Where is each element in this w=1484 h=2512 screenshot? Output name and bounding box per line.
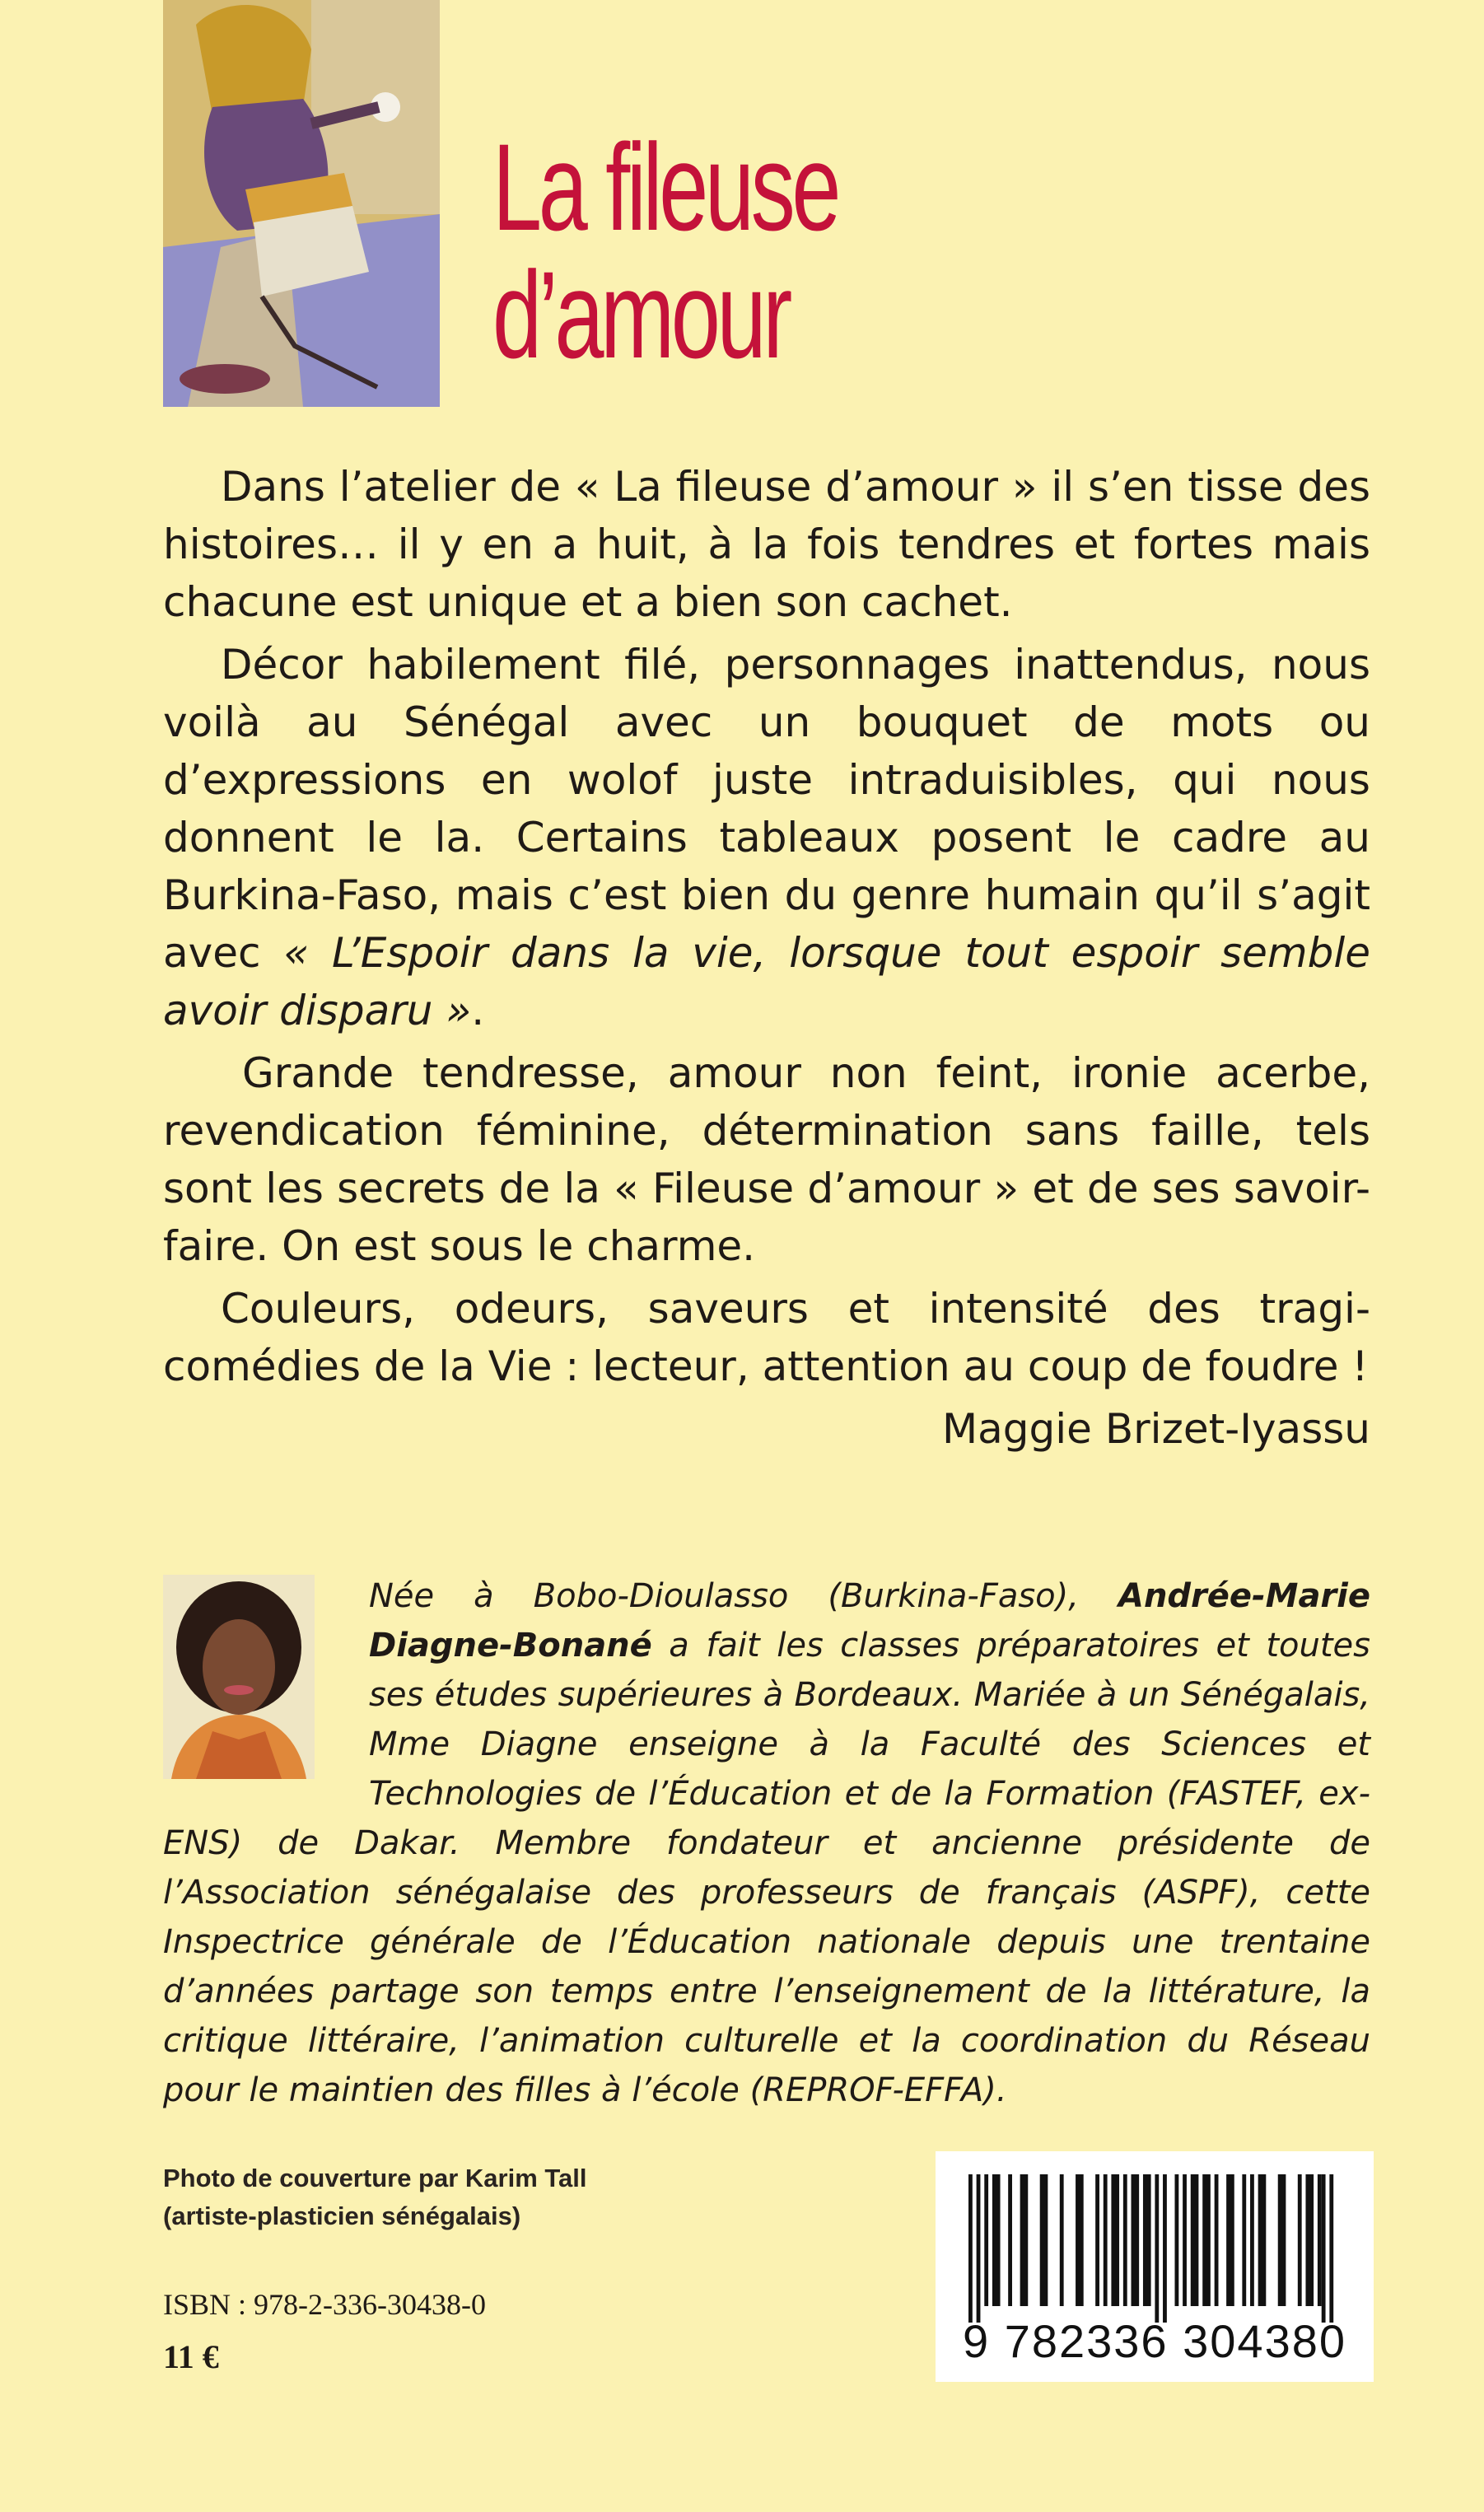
barcode-bars [968, 2174, 1337, 2323]
book-title [492, 118, 872, 384]
bio-text: a fait les classes préparatoires et toutes ses études supérieures à Bordeaux. Mariée à un Sénégalais, Mme Diagne enseigne à la Faculté des Sciences et Technologies de l’Éducation et de la Formation (FASTEF, ex-ENS) de Dakar. Membre fondateur et ancienne présidente de l’Association sénégalaise des professeurs de français (ASPF), cette Inspectrice générale de l’Éducation nationale depuis une trentaine d’années partage son temps entre l’enseignement de la littérature, la critique littéraire, l’animation culturelle et la coordination du Réseau pour le maintien des filles à l’école (REPROF-EFFA). [163, 1627, 1370, 2109]
author-name: Andrée-Marie Diagne-Bonané [369, 1577, 1370, 1665]
barcode-bar [1143, 2174, 1151, 2306]
photo-credit [163, 2159, 740, 2235]
barcode-bar [1298, 2174, 1302, 2306]
blurb-signature: Maggie Brizet-Iyassu [942, 1405, 1370, 1453]
barcode-bar [1215, 2174, 1219, 2306]
book-blurb [163, 458, 1370, 1400]
barcode [936, 2151, 1374, 2382]
author-biography [163, 1571, 1370, 2115]
barcode-bar [968, 2174, 973, 2323]
blurb-paragraph-2-text: Décor habilement filé, personnages inattendus, nous voilà au Sénégal avec un bouquet de mots ou d’expressions en wolof juste intraduisibles, qui nous donnent le la. Certains tableaux posent le cadre au Burkina-Faso, mais c’est bien du genre humain qu’il s’agit avec [163, 641, 1370, 977]
barcode-bar [1278, 2174, 1286, 2306]
barcode-bar [1123, 2174, 1127, 2306]
blurb-paragraph-4: Couleurs, odeurs, saveurs et intensité des tragi-comédies de la Vie : lecteur, attention au coup de foudre ! [163, 1285, 1370, 1390]
barcode-bar [1104, 2174, 1108, 2306]
blurb-paragraph-2-end: . [471, 987, 485, 1034]
barcode-digits: 9 782336 304380 [963, 2315, 1346, 2367]
barcode-bar [1183, 2174, 1187, 2306]
barcode-bar [1008, 2174, 1012, 2306]
blurb-paragraph-2 [163, 636, 1370, 1039]
barcode-bar [1322, 2174, 1326, 2323]
blurb-quote: « L’Espoir dans la vie, lorsque tout espoir semble avoir disparu » [163, 929, 1371, 1034]
barcode-bar [1095, 2174, 1099, 2306]
barcode-bar [1202, 2174, 1211, 2306]
barcode-bar [1163, 2174, 1167, 2323]
barcode-bar [1242, 2174, 1246, 2306]
barcode-bar [1060, 2174, 1064, 2306]
barcode-bar [1155, 2174, 1159, 2323]
photo-spacer [163, 1571, 369, 1777]
barcode-bar [1111, 2174, 1119, 2306]
barcode-bar [1040, 2174, 1048, 2306]
bio-intro: Née à Bobo-Dioulasso (Burkina-Faso), [369, 1577, 1118, 1615]
barcode-bar [1305, 2174, 1314, 2306]
barcode-bar [1174, 2174, 1178, 2306]
cover-artwork [163, 0, 440, 407]
blurb-paragraph-1: Dans l’atelier de « La fileuse d’amour » il s’en tisse des histoires… il y en a huit, à la fois tendres et fortes mais chacune est unique et a bien son cachet. [163, 463, 1370, 626]
price: 11 € [163, 2338, 219, 2375]
photo-credit-line-1: Photo de couverture par Karim Tall [163, 2164, 587, 2192]
book-title-line-1: La fileuse [492, 118, 838, 256]
barcode-bar [1076, 2174, 1084, 2306]
barcode-bar [992, 2174, 1001, 2306]
barcode-bar [1318, 2174, 1322, 2306]
book-title-line-2: d’amour [492, 245, 789, 384]
isbn: ISBN : 978-2-336-30438-0 [163, 2288, 486, 2321]
barcode-bar [1020, 2174, 1029, 2306]
barcode-bar [984, 2174, 988, 2306]
barcode-bar [1329, 2174, 1333, 2323]
barcode-bar [1191, 2174, 1199, 2306]
barcode-bar [1258, 2174, 1267, 2306]
barcode-bar [977, 2174, 981, 2323]
blurb-paragraph-3: Grande tendresse, amour non feint, ironie acerbe, revendication féminine, détermination sans faille, tels sont les secrets de la « Fileuse d’amour » et de ses savoir-faire. On est sous le charme. [163, 1049, 1370, 1270]
photo-credit-line-2: (artiste-plasticien sénégalais) [163, 2202, 521, 2230]
barcode-bar [1226, 2174, 1234, 2306]
barcode-bar [1250, 2174, 1254, 2306]
barcode-bar [1132, 2174, 1140, 2306]
